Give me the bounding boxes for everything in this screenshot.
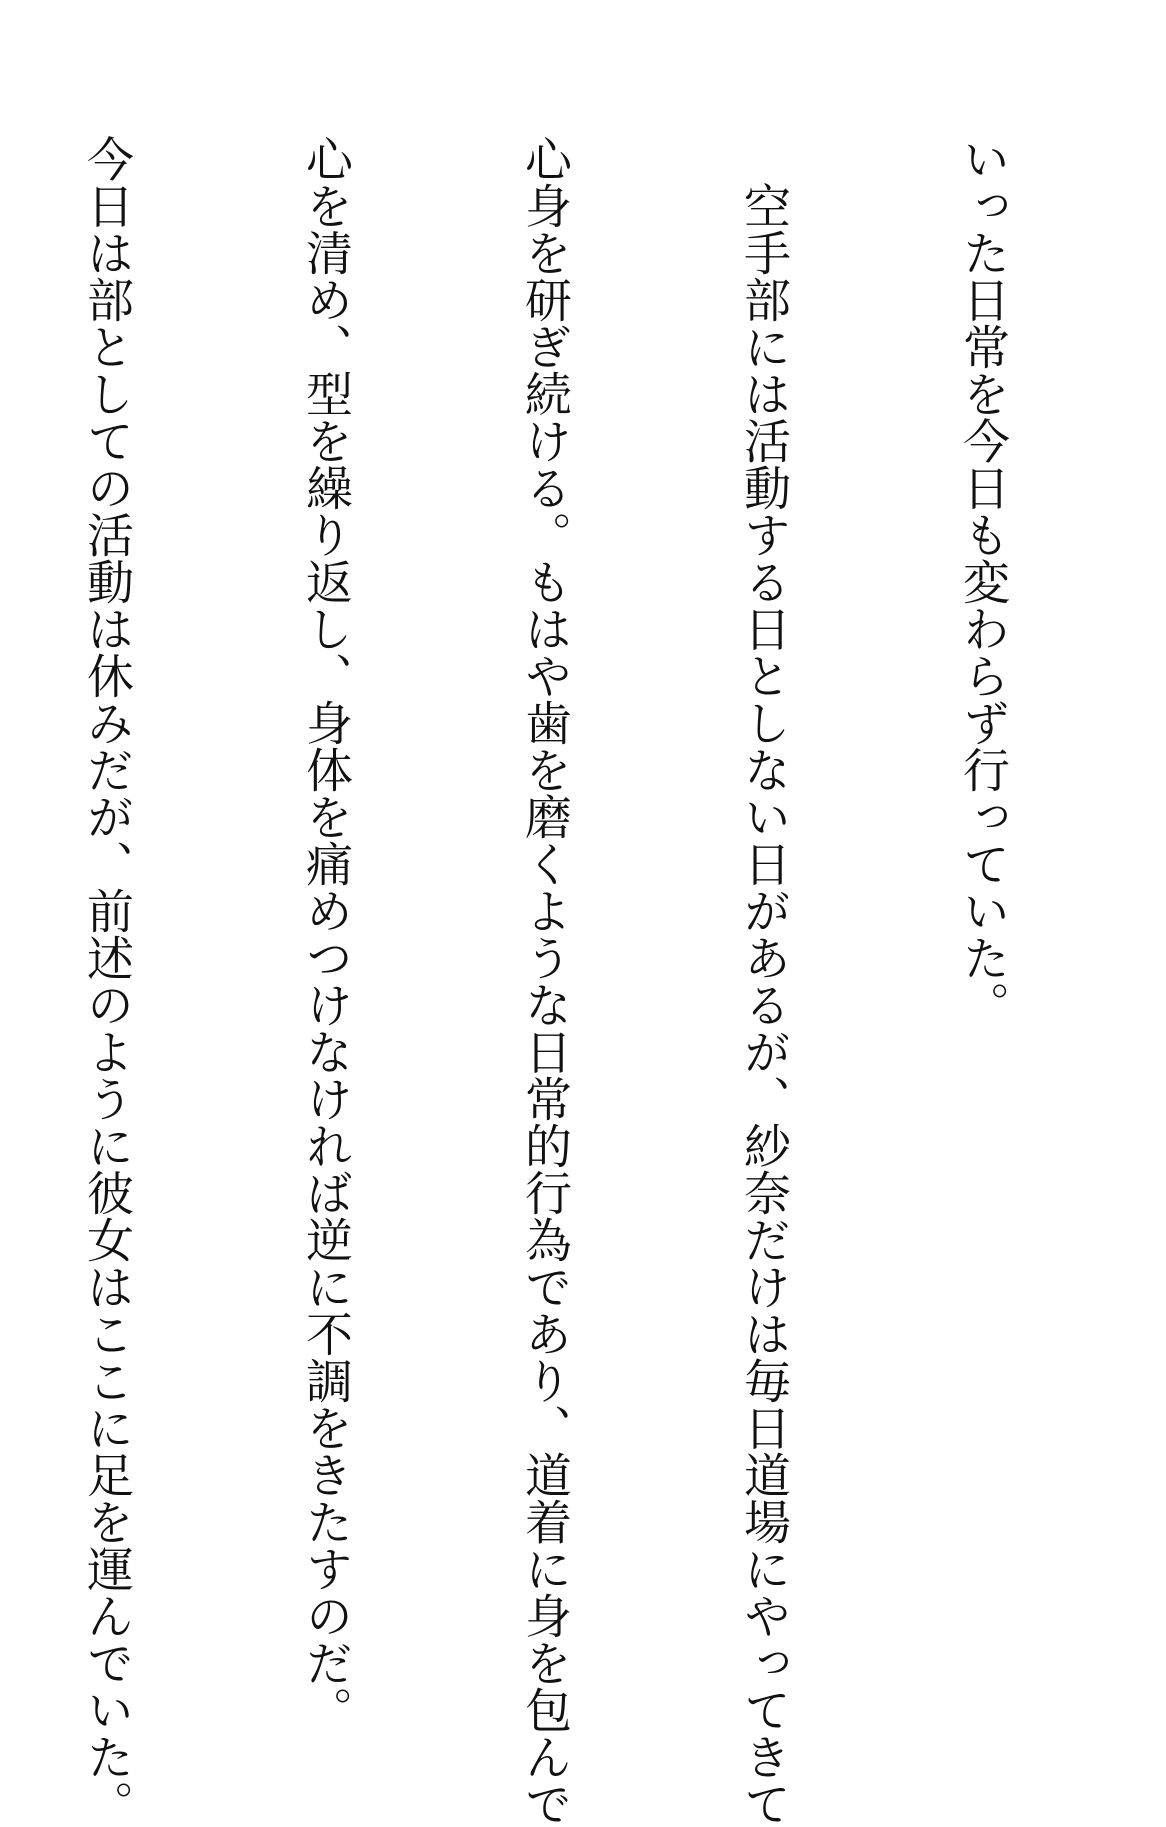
vertical-text-body bbox=[0, 135, 1165, 1827]
text-line: 今日は部としての活動は休みだが、前述のように彼女はここに足を運んでいた。 bbox=[79, 135, 134, 1827]
text-line: 空手部には活動する日としない日があるが、紗奈だけは毎日道場にやってきて bbox=[736, 182, 791, 1827]
text-line: いった日常を今日も変わらず行っていた。 bbox=[955, 135, 1010, 1028]
text-line: 心身を研ぎ続ける。もはや歯を磨くような日常的行為であり、道着に身を包んで bbox=[517, 135, 572, 1827]
text-line: 心を清め、型を繰り返し、身体を痛めつけなければ逆に不調をきたすのだ。 bbox=[298, 135, 353, 1733]
